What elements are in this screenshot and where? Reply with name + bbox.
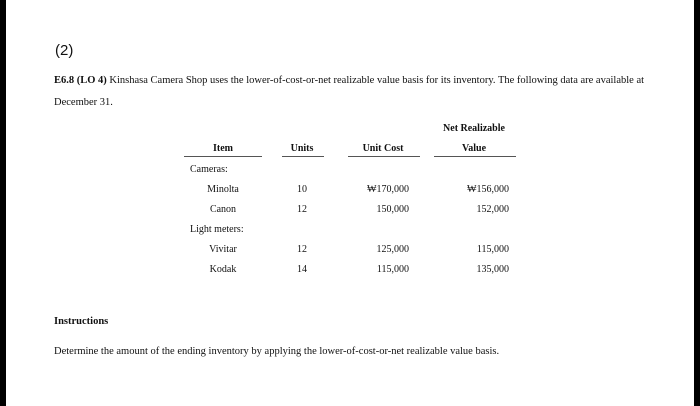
problem-text: Kinshasa Camera Shop uses the lower-of-cost-or-net realizable value basis for its inventory. The following data are available at December 31. [54, 75, 645, 108]
group-label-cameras: Cameras: [190, 164, 228, 175]
row-nrv: 152,000 [476, 204, 509, 215]
row-units: 12 [297, 204, 307, 215]
question-number: (2) [55, 42, 74, 59]
row-item: Kodak [209, 264, 237, 275]
row-nrv: 135,000 [476, 264, 509, 275]
row-unit-cost: 150,000 [376, 204, 409, 215]
row-nrv: 115,000 [476, 244, 509, 255]
row-unit-cost: 115,000 [376, 264, 409, 275]
header-rule-nrv [434, 156, 516, 157]
instructions-heading: Instructions [54, 316, 109, 327]
textbook-page [6, 0, 694, 406]
header-rule-item [184, 156, 262, 157]
row-unit-cost: ₩170,000 [367, 184, 409, 195]
problem-statement [54, 70, 654, 114]
problem-code: E6.8 (LO 4) [54, 75, 107, 86]
header-nrv-line2: Value [461, 143, 487, 154]
group-label-light-meters: Light meters: [190, 224, 244, 235]
header-rule-unit-cost [348, 156, 420, 157]
header-nrv-line1: Net Realizable [443, 123, 505, 134]
header-unit-cost: Unit Cost [362, 143, 404, 154]
row-nrv: ₩156,000 [467, 184, 509, 195]
header-rule-units [282, 156, 324, 157]
row-units: 12 [297, 244, 307, 255]
row-units: 10 [297, 184, 307, 195]
row-units: 14 [297, 264, 307, 275]
row-unit-cost: 125,000 [376, 244, 409, 255]
header-units: Units [290, 143, 314, 154]
row-item: Vivitar [209, 244, 237, 255]
row-item: Minolta [207, 184, 239, 195]
instructions-text: Determine the amount of the ending inventory by applying the lower-of-cost-or-net realizable value basis. [54, 346, 500, 357]
header-item: Item [213, 143, 233, 154]
row-item: Canon [209, 204, 237, 215]
